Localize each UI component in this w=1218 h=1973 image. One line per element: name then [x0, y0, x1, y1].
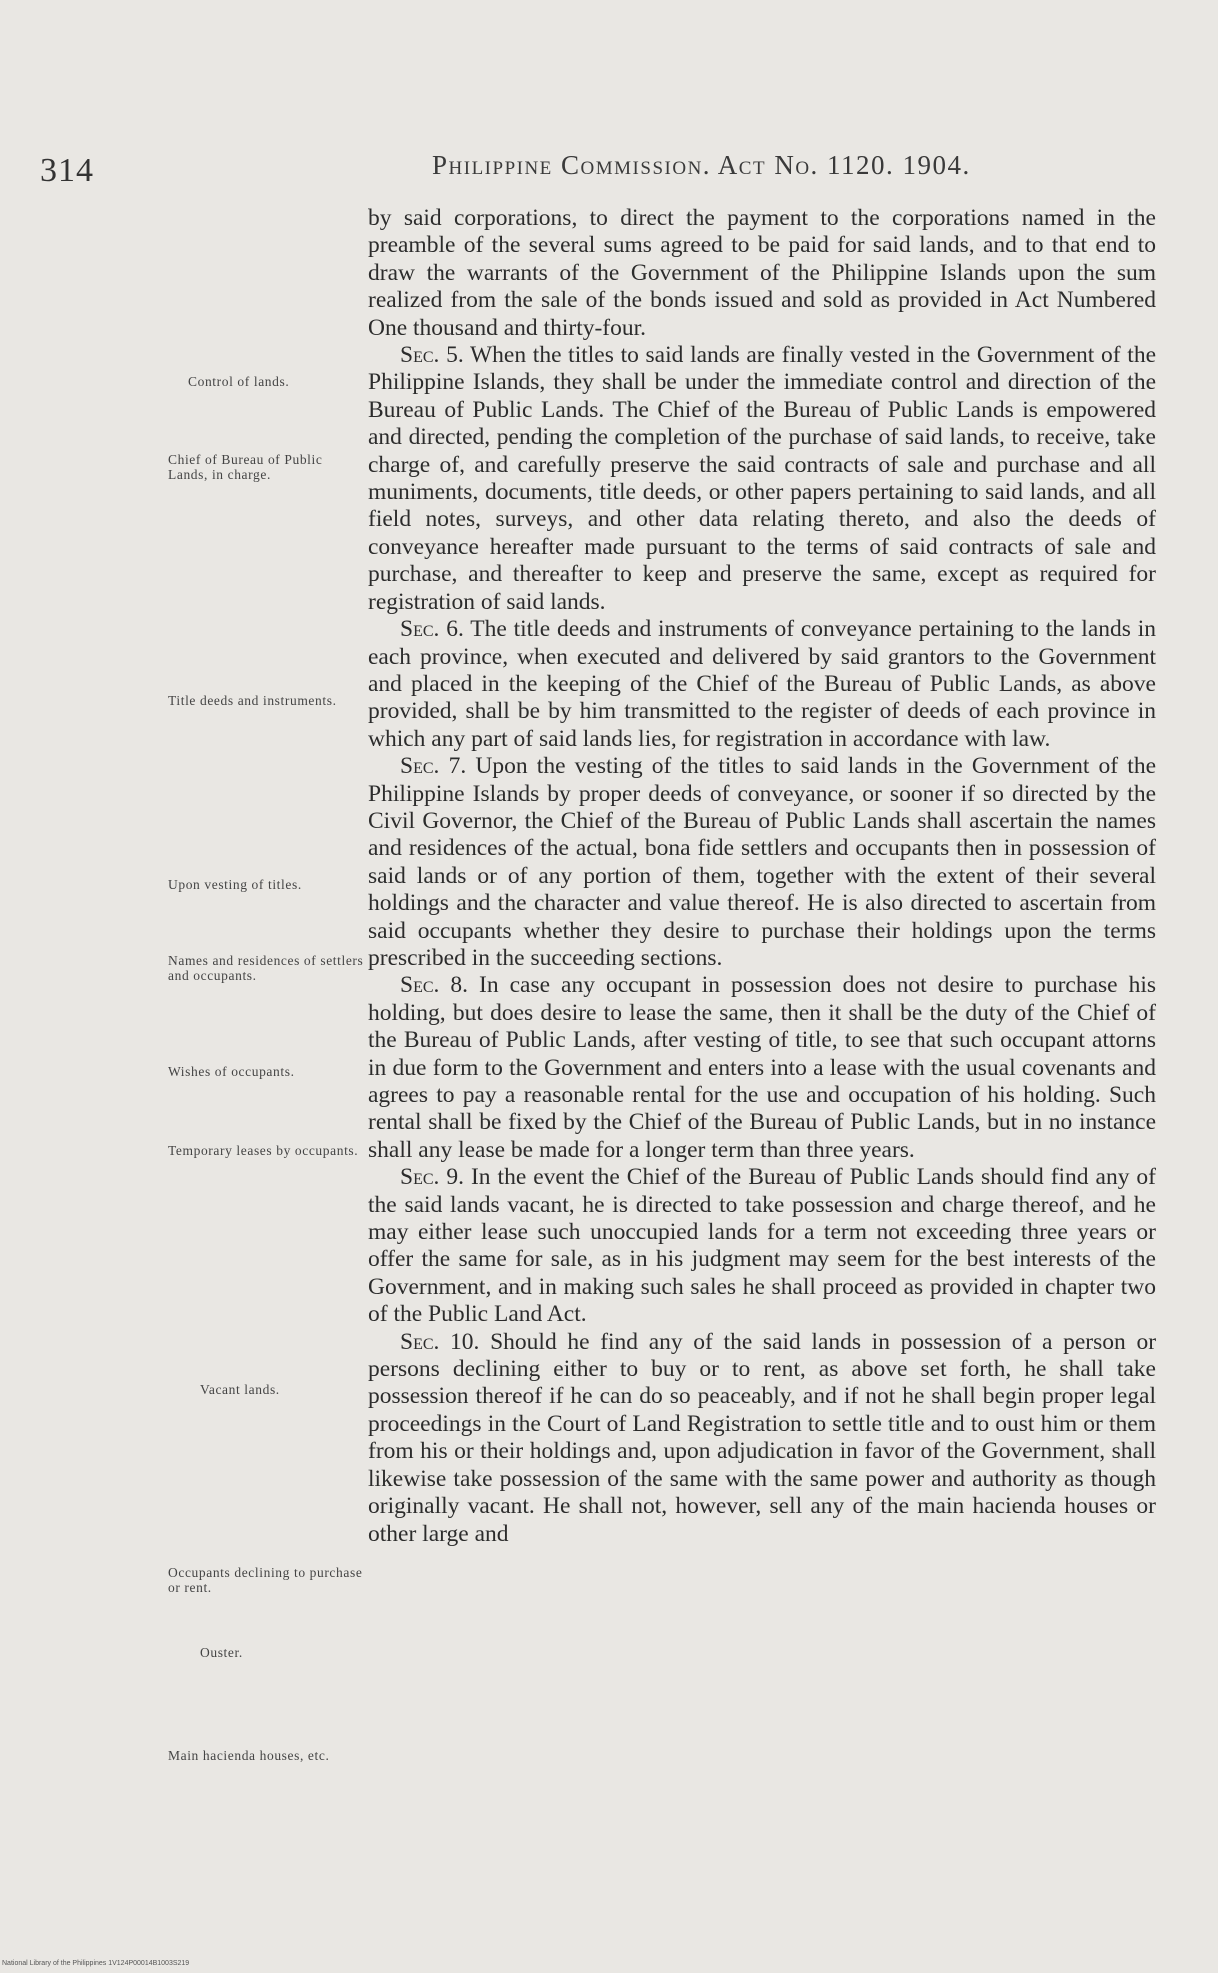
body-text [368, 205, 1156, 1548]
sidenote-wishes-occupants: Wishes of occupants. [168, 1064, 295, 1079]
paragraph-sec-8 [368, 972, 1156, 1164]
paragraph-text: Should he find any of the said lands in possession of a person or persons declining either to buy or to rent, as above set forth, he shall take possession thereof if he can do so peaceably, and if not he shall begin proper legal proceedings in the Court of Land Registration to settle title and to oust him or them from his or their holdings and, upon adjudication in favor of the Government, shall likewise take possession of the same with the same power and authority as though originally vacant. He shall not, however, sell any of the main hacienda houses or other large and [368, 1328, 1157, 1547]
paragraph-continuation [368, 205, 1156, 342]
sidenote-chief-of-bureau: Chief of Bureau of Public Lands, in charge. [168, 452, 323, 482]
section-label: Sec. 7. [400, 753, 467, 780]
paragraph-sec-10 [368, 1329, 1156, 1548]
sidenote-main-hacienda: Main hacienda houses, etc. [168, 1748, 330, 1763]
sidenote-temporary-leases: Temporary leases by occupants. [168, 1143, 359, 1158]
library-footer: National Library of the Philippines 1V124P00014B1003S219 [2, 1960, 190, 1967]
sidenote-control-of-lands: Control of lands. [188, 374, 290, 389]
section-label: Sec. 5. [400, 342, 464, 369]
paragraph-text: When the titles to said lands are finally vested in the Government of the Philippine Islands, they shall be under the immediate control and direction of the Bureau of Public Lands. The Chief of the Bureau of Public Lands is empowered and directed, pending the completion of the purchase of said lands, to receive, take charge of, and carefully preserve the said contracts of sale and purchase and all muniments, documents, title deeds, or other papers pertaining to said lands, and all field notes, surveys, and other data relating thereto, and also the deeds of conveyance hereafter made pursuant to the terms of said contracts of sale and purchase, and thereafter to keep and preserve the same, except as required for registration of said lands. [368, 342, 1157, 615]
section-label: Sec. 6. [400, 616, 464, 643]
running-head: Philippine Commission. Act No. 1120. 1904. [432, 150, 971, 180]
paragraph-sec-6 [368, 616, 1156, 753]
paragraph-text: Upon the vesting of the titles to said lands in the Government of the Philippine Islands by proper deeds of conveyance, or sooner if so directed by the Civil Governor, the Chief of the Bureau of Public Lands shall ascertain the names and residences of the actual, bona fide settlers and occupants then in possession of said lands or of any portion of them, together with the extent of their several holdings and the character and value thereof. He is also directed to ascertain from said occupants whether they desire to purchase their holdings upon the terms prescribed in the succeeding sections. [368, 753, 1157, 971]
paragraph-text: The title deeds and instruments of conveyance pertaining to the lands in each province, when executed and delivered by said grantors to the Government and placed in the keeping of the Chief of the Bureau of Public Lands, as above provided, shall be by him transmitted to the register of deeds of each province in which any part of said lands lies, for registration in accordance with law. [368, 616, 1157, 752]
sidenote-upon-vesting: Upon vesting of titles. [168, 877, 302, 892]
sidenote-names-residences: Names and residences of settlers and occupants. [168, 953, 364, 983]
paragraph-sec-5 [368, 342, 1156, 616]
paragraph-text: In case any occupant in possession does not desire to purchase his holding, but does desire to lease the same, then it shall be the duty of the Chief of the Bureau of Public Lands, after vesting of title, to see that such occupant attorns in due form to the Government and enters into a lease with the usual covenants and agrees to pay a reasonable rental for the use and occupation of his holding. Such rental shall be fixed by the Chief of the Bureau of Public Lands, but in no instance shall any lease be made for a longer term than three years. [368, 972, 1157, 1163]
sidenote-vacant-lands: Vacant lands. [200, 1382, 280, 1397]
section-label: Sec. 9. [400, 1164, 464, 1191]
section-label: Sec. 10. [400, 1328, 480, 1355]
sidenote-occupants-declining: Occupants declining to purchase or rent. [168, 1565, 363, 1595]
sidenote-title-deeds: Title deeds and instruments. [168, 693, 337, 708]
paragraph-text: In the event the Chief of the Bureau of Public Lands should find any of the said lands vacant, he is directed to take possession and charge thereof, and he may either lease such unoccupied lands for a term not exceeding three years or offer the same for sale, as in his judgment may seem for the best interests of the Government, and in making such sales he shall proceed as provided in chapter two of the Public Land Act. [368, 1164, 1157, 1328]
paragraph-sec-9 [368, 1164, 1156, 1328]
section-label: Sec. 8. [400, 972, 469, 999]
sidenote-ouster: Ouster. [200, 1645, 243, 1660]
page-number: 314 [40, 152, 94, 189]
paragraph-sec-7 [368, 753, 1156, 972]
paragraph-text: by said corporations, to direct the payment to the corporations named in the preamble of the several sums agreed to be paid for said lands, and to that end to draw the warrants of the Government of the Philippine Islands upon the sum realized from the sale of the bonds issued and sold as provided in Act Numbered One thousand and thirty-four. [368, 205, 1156, 341]
